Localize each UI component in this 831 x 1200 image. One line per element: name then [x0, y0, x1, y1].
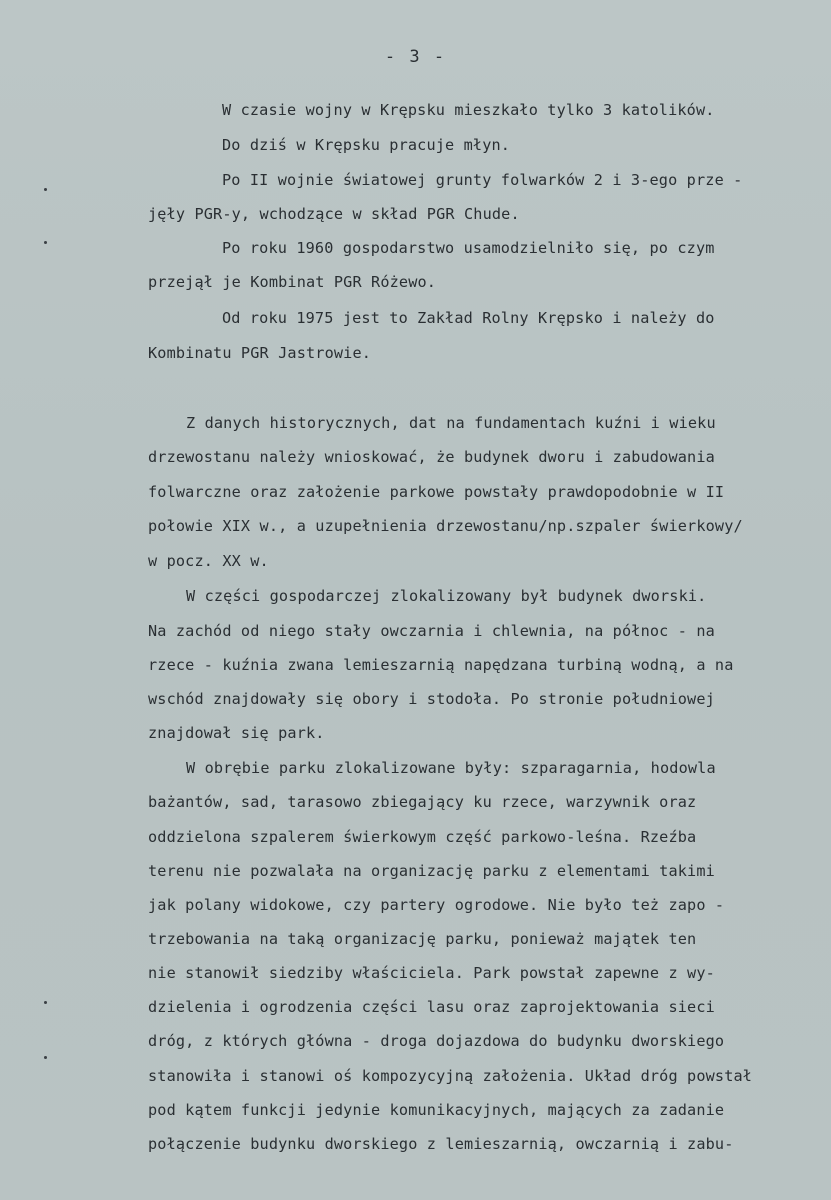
text-line: dróg, z których główna - droga dojazdowa do budynku dworskiego [148, 1032, 725, 1050]
text-line: rzece - kuźnia zwana lemieszarnią napędzana turbiną wodną, a na [148, 656, 734, 674]
text-line: dzielenia i ogrodzenia części lasu oraz zaprojektowania sieci [148, 998, 715, 1016]
margin-mark [44, 1056, 47, 1059]
text-line: bażantów, sad, tarasowo zbiegający ku rzece, warzywnik oraz [148, 793, 697, 811]
margin-mark [44, 188, 47, 191]
text-line: terenu nie pozwalała na organizację parku z elementami takimi [148, 862, 715, 880]
text-line: stanowiła i stanowi oś kompozycyjną założenia. Układ dróg powstał [148, 1067, 753, 1085]
text-line: przejął je Kombinat PGR Różewo. [148, 273, 437, 291]
text-line: połowie XIX w., a uzupełnienia drzewostanu/np.szpaler świerkowy/ [148, 517, 743, 535]
text-line: Od roku 1975 jest to Zakład Rolny Krępsko i należy do [222, 309, 715, 327]
margin-mark [44, 241, 47, 244]
page-number: - 3 - [384, 47, 447, 67]
text-line: Na zachód od niego stały owczarnia i chlewnia, na północ - na [148, 622, 715, 640]
text-line: nie stanowił siedziby właściciela. Park powstał zapewne z wy- [148, 964, 715, 982]
text-line: Po II wojnie światowej grunty folwarków 2 i 3-ego prze - [222, 171, 743, 189]
text-line: drzewostanu należy wnioskować, że budynek dworu i zabudowania [148, 448, 715, 466]
text-line: oddzielona szpalerem świerkowym część parkowo-leśna. Rzeźba [148, 828, 697, 846]
text-line: Kombinatu PGR Jastrowie. [148, 344, 372, 362]
text-line: w pocz. XX w. [148, 552, 269, 570]
text-line: pod kątem funkcji jedynie komunikacyjnych, mających za zadanie [148, 1101, 725, 1119]
text-line: Po roku 1960 gospodarstwo usamodzielniło się, po czym [222, 239, 715, 257]
text-line: znajdował się park. [148, 724, 325, 742]
text-line: jak polany widokowe, czy partery ogrodowe. Nie było też zapo - [148, 896, 725, 914]
text-line: jęły PGR-y, wchodzące w skład PGR Chude. [148, 205, 520, 223]
margin-mark [44, 1001, 47, 1004]
text-line: połączenie budynku dworskiego z lemieszarnią, owczarnią i zabu- [148, 1135, 734, 1153]
text-line: Do dziś w Krępsku pracuje młyn. [222, 136, 511, 154]
text-line: W obrębie parku zlokalizowane były: szparagarnia, hodowla [186, 759, 716, 777]
text-line: W części gospodarczej zlokalizowany był budynek dworski. [186, 587, 707, 605]
text-line: trzebowania na taką organizację parku, ponieważ majątek ten [148, 930, 697, 948]
text-line: Z danych historycznych, dat na fundamentach kuźni i wieku [186, 414, 716, 432]
text-line: wschód znajdowały się obory i stodoła. Po stronie południowej [148, 690, 715, 708]
text-line: W czasie wojny w Krępsku mieszkało tylko 3 katolików. [222, 101, 715, 119]
text-line: folwarczne oraz założenie parkowe powstały prawdopodobnie w II [148, 483, 725, 501]
